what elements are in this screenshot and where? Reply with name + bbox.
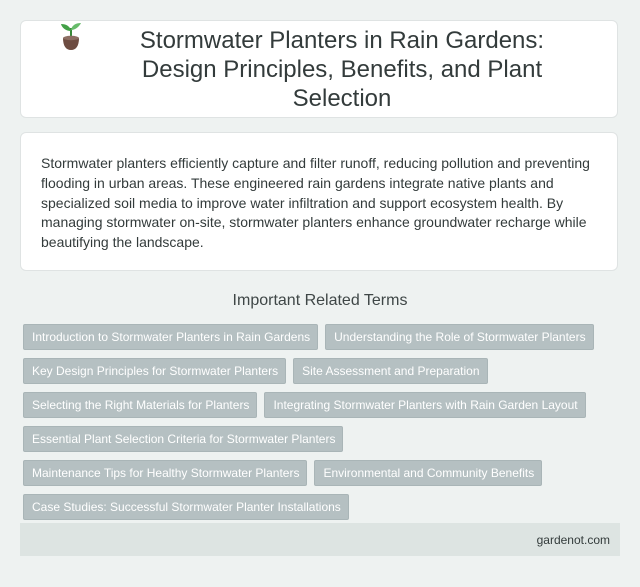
- term-tag[interactable]: Site Assessment and Preparation: [293, 358, 487, 384]
- term-tag[interactable]: Integrating Stormwater Planters with Rain Garden Layout: [264, 392, 585, 418]
- term-tag[interactable]: Case Studies: Successful Stormwater Planter Installations: [23, 494, 349, 520]
- footer-site-link[interactable]: gardenot.com: [536, 532, 610, 547]
- term-tag[interactable]: Maintenance Tips for Healthy Stormwater Planters: [23, 460, 307, 486]
- title-card: [20, 20, 618, 118]
- term-tag[interactable]: Introduction to Stormwater Planters in Rain Gardens: [23, 324, 318, 350]
- related-terms-heading: Important Related Terms: [232, 292, 408, 309]
- related-terms-list: [23, 324, 623, 520]
- term-tag[interactable]: Essential Plant Selection Criteria for Stormwater Planters: [23, 426, 343, 452]
- intro-paragraph: Stormwater planters efficiently capture and filter runoff, reducing pollution and preventing flooding in urban areas. These engineered rain gardens integrate native plants and specialized soil media to improve water infiltration and support ecosystem health. By managing stormwater on-site, stormwater planters enhance groundwater recharge while beautifying the landscape.: [41, 155, 590, 251]
- term-tag[interactable]: Selecting the Right Materials for Planters: [23, 392, 257, 418]
- title-row: [58, 26, 580, 113]
- sprout-icon: [58, 22, 84, 52]
- page-title: Stormwater Planters in Rain Gardens: Design Principles, Benefits, and Plant Selection: [139, 26, 545, 112]
- footer: [20, 523, 620, 556]
- intro-card: [20, 132, 618, 271]
- term-tag[interactable]: Key Design Principles for Stormwater Planters: [23, 358, 286, 384]
- term-tag[interactable]: Understanding the Role of Stormwater Planters: [325, 324, 593, 350]
- term-tag[interactable]: Environmental and Community Benefits: [314, 460, 542, 486]
